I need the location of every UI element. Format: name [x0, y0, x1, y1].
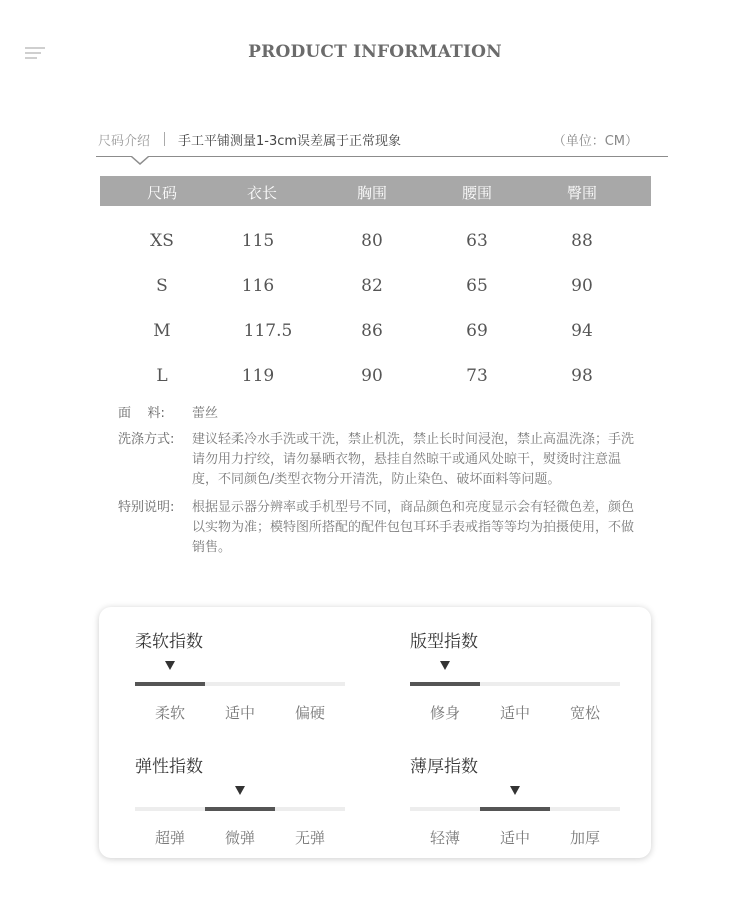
index-option: 宽松 [569, 704, 600, 722]
fit-index [410, 627, 620, 737]
cell-size: M [153, 321, 171, 341]
index-option: 柔软 [154, 704, 185, 722]
cell-waist: 69 [466, 321, 488, 341]
cell-length: 117.5 [243, 321, 293, 341]
table-row [100, 231, 651, 261]
softness-index [135, 627, 345, 737]
triangle-down-icon [235, 786, 245, 795]
index-option: 偏硬 [294, 704, 325, 722]
elasticity-index [135, 752, 345, 862]
triangle-down-icon [165, 661, 175, 670]
page-title: PRODUCT INFORMATION [248, 42, 502, 62]
size-intro [98, 130, 638, 150]
index-track [135, 807, 345, 811]
triangle-down-icon [440, 661, 450, 670]
index-track [135, 682, 345, 686]
unit-label: （单位：CM） [552, 134, 638, 149]
detail-key: 面 料: [118, 406, 165, 421]
header-length: 衣长 [246, 184, 277, 202]
index-option: 超弹 [154, 829, 185, 847]
detail-value: 根据显示器分辨率或手机型号不同，商品颜色和亮度显示会有轻微色差，颜色以实物为准；模特图所搭配的配件包包耳环手表戒指等等均为拍摄使用，不做销售。 [192, 500, 635, 555]
index-fill [410, 682, 480, 686]
size-table-header [100, 176, 651, 206]
header-waist: 腰围 [461, 184, 492, 202]
header-size: 尺码 [146, 184, 177, 202]
detail-value: 建议轻柔冷水手洗或干洗，禁止机洗，禁止长时间浸泡，禁止高温洗涤；手洗请勿用力拧绞，请勿暴晒衣物，悬挂自然晾干或通风处晾干，熨烫时注意温度，不同颜色/类型衣物分开清洗，防止染色、破坏面料等问题。 [192, 432, 635, 487]
cell-waist: 63 [466, 231, 488, 251]
cell-hip: 90 [571, 276, 593, 296]
fabric-index-card [99, 607, 651, 858]
cell-size: S [156, 276, 168, 296]
cell-bust: 82 [361, 276, 383, 296]
cell-size: XS [150, 231, 174, 251]
index-option: 微弹 [224, 829, 255, 847]
cell-hip: 88 [571, 231, 593, 251]
cell-length: 115 [241, 231, 275, 251]
index-title: 版型指数 [410, 632, 478, 652]
cell-bust: 80 [361, 231, 383, 251]
cell-size: L [156, 366, 168, 386]
table-row [100, 366, 651, 396]
detail-value: 蕾丝 [192, 406, 219, 421]
index-option: 轻薄 [429, 829, 460, 847]
header-bust: 胸围 [356, 184, 387, 202]
index-fill [205, 807, 275, 811]
index-fill [135, 682, 205, 686]
index-option: 无弹 [294, 829, 325, 847]
cell-hip: 94 [571, 321, 593, 341]
detail-key: 特别说明: [118, 500, 175, 515]
thickness-index [410, 752, 620, 862]
index-option: 适中 [224, 704, 255, 722]
index-title: 薄厚指数 [410, 757, 478, 777]
size-intro-label: 尺码介绍 [98, 134, 151, 149]
detail-key: 洗涤方式: [118, 432, 175, 447]
cell-waist: 65 [466, 276, 488, 296]
index-option: 适中 [499, 829, 530, 847]
index-fill [480, 807, 550, 811]
index-option: 适中 [499, 704, 530, 722]
cell-bust: 86 [361, 321, 383, 341]
table-row [100, 321, 651, 351]
index-title: 弹性指数 [135, 757, 203, 777]
triangle-down-icon [510, 786, 520, 795]
divider [96, 156, 668, 157]
header-hip: 臀围 [566, 184, 597, 202]
cell-waist: 73 [466, 366, 488, 386]
index-title: 柔软指数 [135, 632, 203, 652]
divider [164, 132, 165, 146]
table-row [100, 276, 651, 306]
cell-length: 116 [241, 276, 275, 296]
cell-hip: 98 [571, 366, 593, 386]
index-option: 修身 [429, 704, 460, 722]
cell-length: 119 [241, 366, 275, 386]
index-track [410, 682, 620, 686]
measurement-note: 手工平铺测量1-3cm误差属于正常现象 [178, 134, 402, 149]
pointer-caret-icon [131, 157, 149, 165]
cell-bust: 90 [361, 366, 383, 386]
index-track [410, 807, 620, 811]
index-option: 加厚 [569, 829, 600, 847]
